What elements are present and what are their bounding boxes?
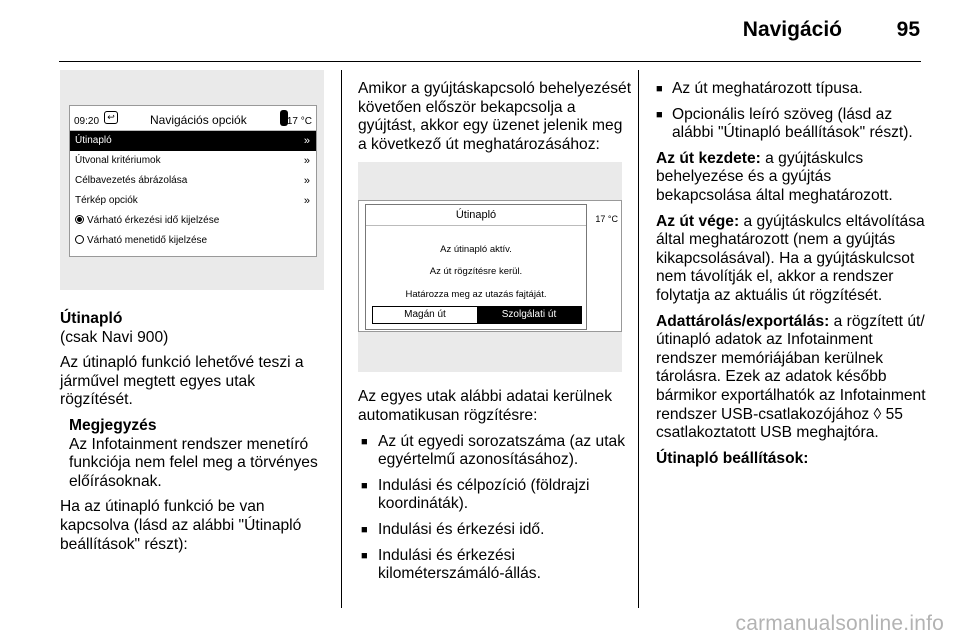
radio-unchecked-icon bbox=[75, 235, 84, 244]
section-heading: Útinapló bbox=[60, 310, 123, 327]
section-subheading: (csak Navi 900) bbox=[60, 328, 169, 346]
temperature-text: 17 °C bbox=[595, 214, 618, 225]
list-item: ■ Opcionális leíró szöveg (lásd az alábbi "Útinapló beállítások" részt). bbox=[656, 106, 926, 143]
menu-item-guidance-display bbox=[70, 171, 316, 191]
dialog-line: Határozza meg az utazás fajtáját. bbox=[405, 289, 547, 301]
list-item: ■ Az út egyedi sorozatszáma (az utak egyértelmű azonosításához). bbox=[361, 433, 634, 470]
note-title: Megjegyzés bbox=[69, 416, 157, 434]
temperature-text: 17 °C bbox=[286, 116, 312, 127]
paragraph-trip-end bbox=[656, 213, 926, 306]
note-box bbox=[60, 417, 332, 491]
watermark: carmanualsonline.info bbox=[735, 612, 944, 635]
screenshot-navigation-options bbox=[60, 70, 324, 290]
term-label: Az út kezdete: bbox=[656, 149, 761, 167]
menu-item-route-criteria bbox=[70, 151, 316, 171]
chevron-right-icon: » bbox=[303, 135, 310, 147]
nav-options-screen bbox=[69, 105, 317, 257]
column-3 bbox=[656, 80, 926, 475]
paragraph: Amikor a gyújtáskapcsoló behelyezését követően először bekapcsolja a gyújtást, akkor egy üzenet jelenik meg a következő út meghatározásához: bbox=[358, 80, 632, 153]
menu-item-label: Útinapló bbox=[75, 135, 112, 146]
radio-arrival-time bbox=[70, 211, 316, 231]
paragraph: Ha az útinapló funkció be van kapcsolva (lásd az alábbi "Útinapló beállítások" részt): bbox=[60, 498, 302, 553]
list-item: ■ Indulási és érkezési idő. bbox=[361, 521, 634, 540]
private-trip-button: Magán út bbox=[404, 309, 446, 321]
menu-item-map-options bbox=[70, 191, 316, 211]
term-label: Az út vége: bbox=[656, 212, 740, 230]
page-header bbox=[0, 0, 960, 62]
trip-log-screen bbox=[358, 200, 622, 332]
header-rule bbox=[59, 61, 921, 62]
note-text: Az Infotainment rendszer menetíró funkciója nem felel meg a törvényes előírásoknak. bbox=[69, 435, 318, 490]
chevron-right-icon: » bbox=[303, 195, 310, 207]
menu-item-label: Útvonal kritériumok bbox=[75, 155, 161, 166]
dialog-line: Az út rögzítésre kerül. bbox=[429, 266, 523, 278]
term-label: Adattárolás/exportálás: bbox=[656, 312, 830, 330]
dialog-title: Útinapló bbox=[366, 205, 586, 226]
menu-item-label: Célbavezetés ábrázolása bbox=[75, 175, 188, 186]
paragraph: Az útinapló funkció lehetővé teszi a járművel megtett egyes utak rögzítését. bbox=[60, 354, 304, 409]
settings-heading: Útinapló beállítások: bbox=[656, 449, 809, 467]
radio-checked-icon bbox=[75, 215, 84, 224]
chevron-right-icon: » bbox=[303, 155, 310, 167]
list-item: ■ Indulási és célpozíció (földrajzi koordináták). bbox=[361, 477, 634, 514]
paragraph-data-storage bbox=[656, 313, 926, 443]
page-number: 95 bbox=[896, 18, 920, 41]
column-divider-2 bbox=[638, 70, 639, 608]
term-text: a rögzített út/útinapló adatok az Infotainment rendszer memóriájában kerülnek tárolásra. Ezek az adatok később bármikor exportálhatók az Infotainment rendszer USB-csatlakozójához bbox=[656, 312, 926, 423]
list-item: ■ Az út meghatározott típusa. bbox=[656, 80, 926, 99]
screenshot-trip-log-dialog bbox=[358, 162, 622, 372]
menu-item-trip-log bbox=[70, 131, 316, 151]
list-item: ■ Indulási és érkezési kilométerszámáló-állás. bbox=[361, 547, 634, 584]
clock-text: 09:20 bbox=[74, 116, 100, 127]
column-divider-1 bbox=[341, 70, 342, 608]
paragraph-trip-start bbox=[656, 150, 926, 206]
business-trip-button: Szolgálati út bbox=[477, 307, 581, 323]
radio-label: Várható menetidő kijelzése bbox=[87, 235, 208, 246]
term-text: a gyújtáskulcs behelyezése és a gyújtás bekapcsolása által meghatározott. bbox=[656, 149, 893, 204]
page-reference: ◊ 55 csatlakoztatott USB meghajtóra. bbox=[656, 405, 903, 442]
radio-travel-time bbox=[70, 231, 316, 251]
chevron-right-icon: » bbox=[303, 175, 310, 187]
term-text: a gyújtáskulcs eltávolítása által meghatározott (nem a gyújtás kikapcsolásával). Ha a gyújtáskulcsot nem távolítják el, akkor a rendszer folytatja az aktuális út rögzítését. bbox=[656, 212, 925, 304]
trip-log-dialog bbox=[365, 204, 587, 330]
column-1 bbox=[60, 70, 332, 561]
screen-status-bar bbox=[70, 106, 316, 131]
page-title: Navigáció bbox=[742, 18, 842, 41]
radio-label: Várható érkezési idő kijelzése bbox=[87, 215, 220, 226]
screen-title: Navigációs opciók bbox=[150, 113, 247, 127]
dialog-line: Az útinapló aktív. bbox=[440, 244, 512, 256]
column-2 bbox=[358, 80, 634, 591]
menu-item-label: Térkép opciók bbox=[75, 195, 138, 206]
back-icon: ↩ bbox=[104, 111, 118, 124]
paragraph: Az egyes utak alábbi adatai kerülnek automatikusan rögzítésre: bbox=[358, 388, 612, 424]
dialog-button-group bbox=[372, 306, 582, 324]
